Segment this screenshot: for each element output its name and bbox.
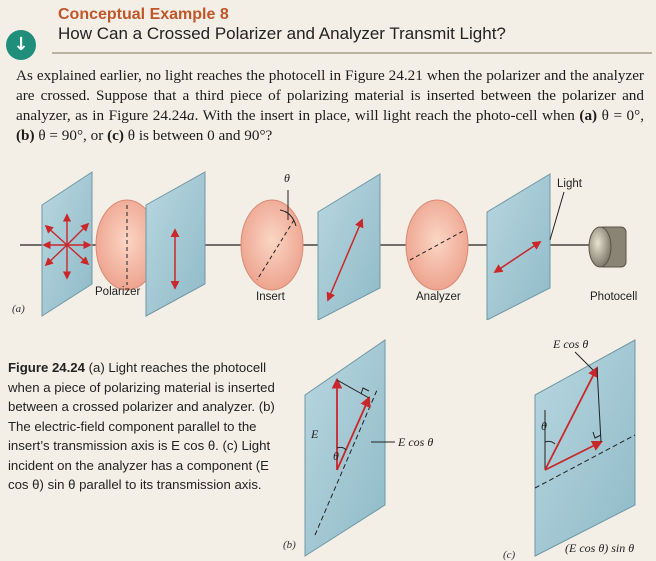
insert-disk <box>241 200 303 290</box>
intro-figure-ref: a <box>186 107 195 124</box>
analyzer-label: Analyzer <box>416 291 461 303</box>
analyzer-panel-c <box>535 340 635 556</box>
part-b-text: θ = 90°, or <box>34 127 108 144</box>
intro-text-2: . With the insert in place, will light reach the photo-cell when <box>194 107 580 124</box>
example-title: How Can a Crossed Polarizer and Analyzer Transmit Light? <box>58 24 506 43</box>
polarizer-label: Polarizer <box>95 286 141 298</box>
figure-b <box>275 330 475 561</box>
part-a-text: θ = 0°, <box>597 107 644 124</box>
part-a-label: (a) <box>579 107 598 124</box>
top-pointer-c <box>575 352 593 370</box>
part-c-text: θ is between 0 and 90°? <box>123 127 273 144</box>
light-pointer <box>550 192 564 240</box>
figure-caption <box>8 358 280 495</box>
light-label: Light <box>557 178 582 190</box>
example-header <box>0 0 656 62</box>
caption-number: Figure 24.24 <box>8 360 85 375</box>
figure-a <box>0 160 656 320</box>
part-c-label: (c) <box>107 127 124 144</box>
insert-theta-label: θ <box>284 171 290 185</box>
figure-c <box>495 330 656 561</box>
bottom-label-c: (E cos θ) sin θ <box>565 541 635 555</box>
intro-paragraph <box>16 66 644 146</box>
example-label: Conceptual Example 8 <box>58 6 229 23</box>
insert-output-panel <box>318 174 380 320</box>
e-label-b: E <box>311 427 319 441</box>
figure-a-panel-label: (a) <box>12 303 25 315</box>
insert-label: Insert <box>256 291 285 303</box>
intro-text: As explained earlier, no light reaches the photocell in Figure 24.21 when the polarizer and the analyzer are crossed. Suppose that a third piece of polarizing material is inserted between the polarizer and analyzer, as in Figure 24.24 <box>16 67 644 124</box>
figure-c-panel-label: (c) <box>503 549 516 561</box>
photocell-window <box>589 227 611 267</box>
theta-label-b: θ <box>333 449 339 463</box>
analyzer-output-panel <box>487 174 550 320</box>
header-divider <box>52 52 652 54</box>
theta-label-c: θ <box>541 419 547 433</box>
component-label-b: E cos θ <box>398 435 434 449</box>
insert-panel-b <box>305 340 385 556</box>
top-label-c: E cos θ <box>553 337 589 351</box>
figure-b-panel-label: (b) <box>283 539 296 551</box>
part-b-label: (b) <box>16 127 35 144</box>
photocell-label: Photocell <box>590 291 638 303</box>
down-arrow-icon: ↓ <box>6 30 36 60</box>
caption-text: (a) Light reaches the photocell when a piece of polarizing material is inserted between a crossed polarizer and analyzer. (b) The electric-field component parallel to the insert’s transmission axis is E cos θ. (c) Light incident on the analyzer has a component (E cos θ) sin θ parallel to its transmission axis. <box>8 360 275 492</box>
